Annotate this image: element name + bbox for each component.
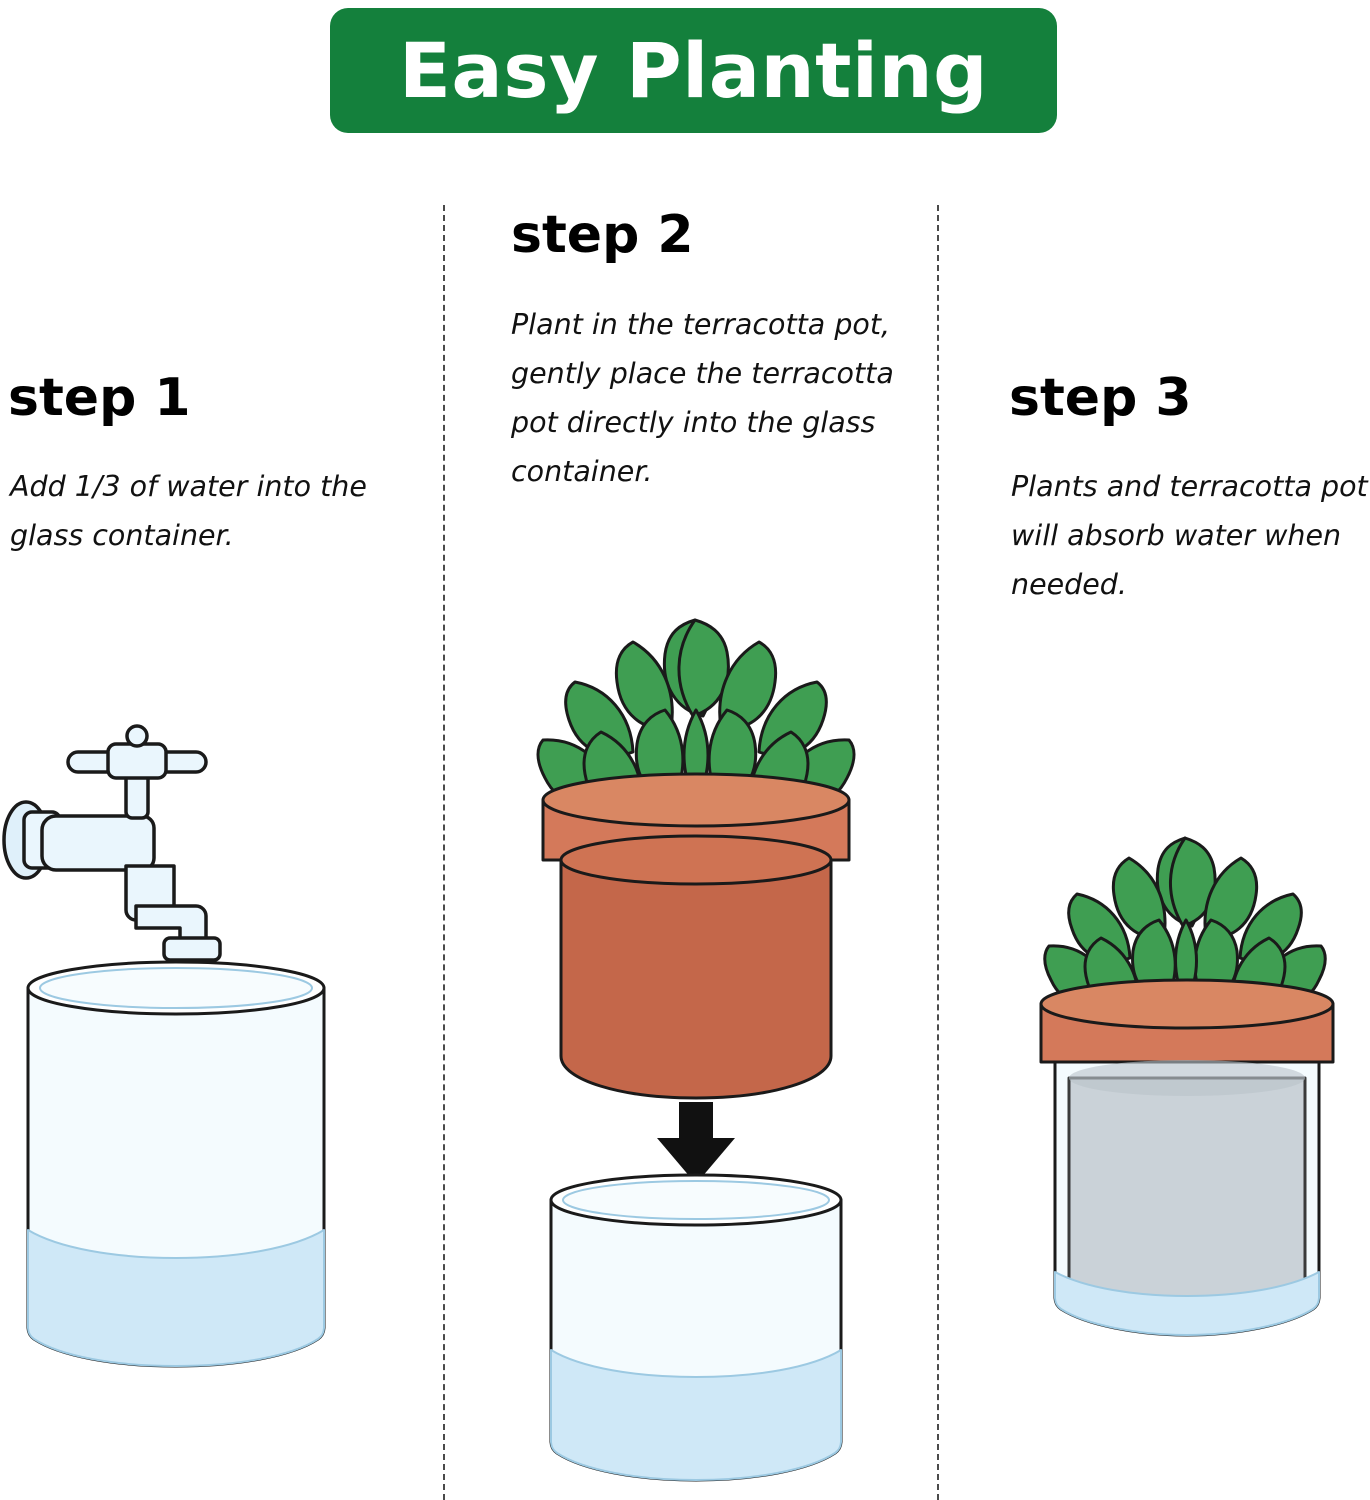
faucet-icon — [4, 726, 220, 960]
step-1-body: Add 1/3 of water into the glass container. — [10, 470, 367, 553]
terracotta-pot-icon — [543, 774, 849, 1098]
step-3-column — [937, 0, 1370, 1500]
step-1-column — [0, 0, 443, 1500]
step-3-title: step 3 — [1009, 368, 1192, 428]
page-title: Easy Planting — [399, 25, 988, 115]
terracotta-pot-icon — [1041, 980, 1333, 1062]
glass-container — [551, 1175, 841, 1480]
step-3-illustration — [997, 820, 1370, 1380]
down-arrow-icon — [657, 1102, 735, 1184]
step-2-title: step 2 — [511, 205, 694, 265]
step-2-illustration — [483, 590, 913, 1500]
step-1-title: step 1 — [8, 368, 191, 428]
step-2-body: Plant in the terracotta pot, gently place the terracotta pot directly into the glass container. — [511, 308, 894, 489]
glass-container — [1055, 1060, 1319, 1335]
step-2-column — [443, 0, 937, 1500]
step-3-body: Plants and terracotta pot will absorb water when needed. — [1011, 470, 1368, 602]
glass-container — [28, 962, 324, 1366]
step-1-illustration — [0, 700, 443, 1380]
